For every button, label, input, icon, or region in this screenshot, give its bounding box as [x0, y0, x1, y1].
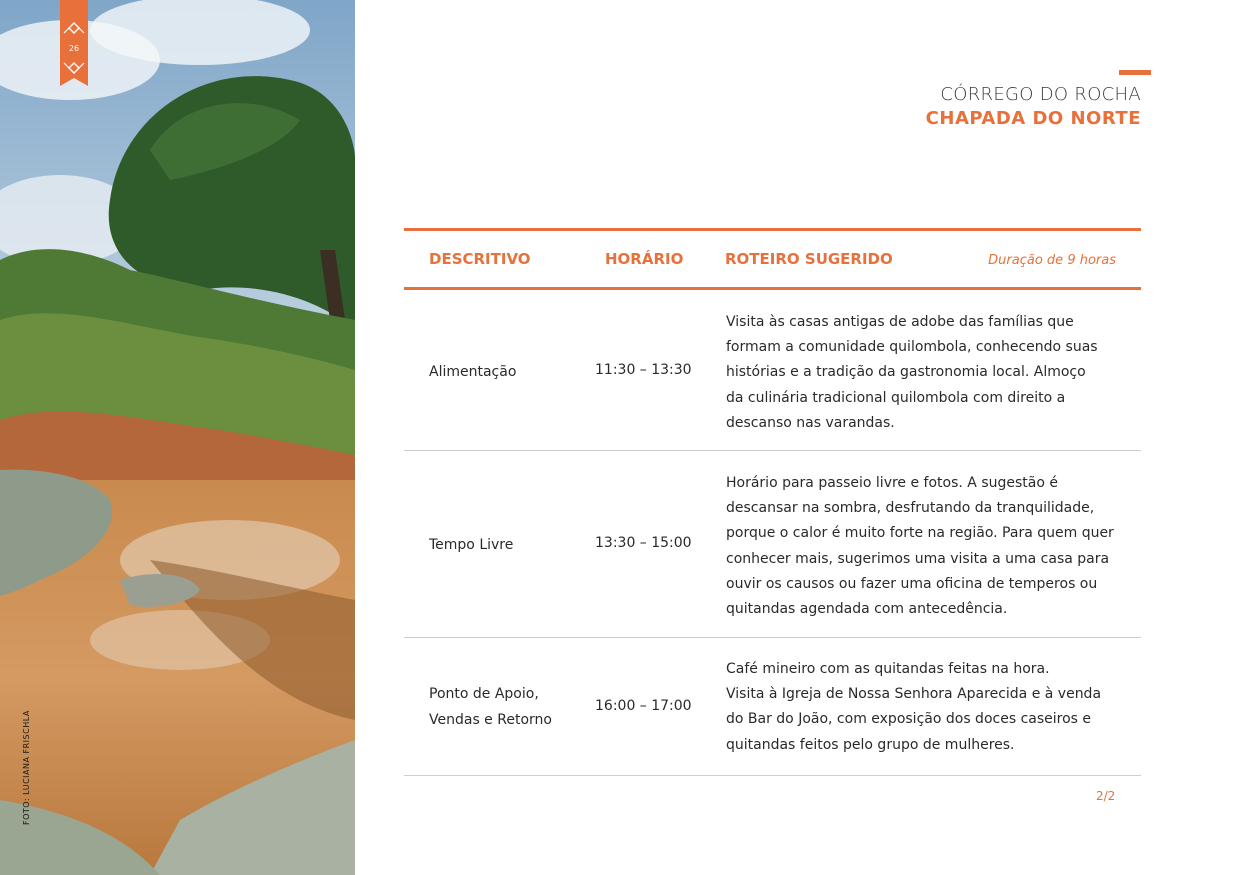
- table-row: [404, 638, 1141, 776]
- roteiro-line: Visita às casas antigas de adobe das famílias que: [726, 314, 1074, 330]
- descritivo-line: Ponto de Apoio,: [429, 686, 539, 702]
- page-number: 26: [68, 44, 80, 53]
- row-descritivo: [429, 359, 516, 385]
- descritivo-line: Alimentação: [429, 364, 517, 380]
- bookmark-ribbon: [60, 0, 88, 86]
- roteiro-line: quitandas feitos pelo grupo de mulheres.: [726, 736, 1015, 753]
- roteiro-line: do Bar do João, com exposição dos doces caseiros e: [726, 711, 1092, 728]
- descritivo-line: Tempo Livre: [429, 537, 514, 553]
- roteiro-line: da culinária tradicional quilombola com direito a: [726, 389, 1066, 406]
- row-horario: 13:30 – 15:00: [595, 535, 692, 551]
- column-header-horario: HORÁRIO: [605, 250, 684, 268]
- page-count: 2/2: [1096, 789, 1116, 803]
- roteiro-line: descansar na sombra, desfrutando da tranquilidade,: [726, 500, 1095, 517]
- itinerary-table: [404, 228, 1141, 776]
- row-roteiro: [726, 471, 1116, 622]
- row-horario: 11:30 – 13:30: [595, 362, 692, 378]
- row-roteiro: [726, 657, 1116, 758]
- table-row: [404, 290, 1141, 451]
- roteiro-line: porque o calor é muito forte na região. Para quem quer: [726, 525, 1114, 542]
- location-title: CÓRREGO DO ROCHA: [940, 84, 1141, 105]
- roteiro-line: quitandas agendada com antecedência.: [726, 601, 1008, 618]
- roteiro-line: ouvir os causos ou fazer uma oficina de temperos ou: [726, 575, 1098, 592]
- roteiro-line: descanso nas varandas.: [726, 414, 895, 431]
- row-horario: 16:00 – 17:00: [595, 698, 692, 714]
- table-row: [404, 451, 1141, 638]
- header-accent-rule: [1119, 70, 1151, 75]
- roteiro-line: Horário para passeio livre e fotos. A sugestão é: [726, 475, 1058, 491]
- roteiro-line: Café mineiro com as quitandas feitas na hora.: [726, 661, 1050, 677]
- table-header: [404, 228, 1141, 290]
- roteiro-line: histórias e a tradição da gastronomia local. Almoço: [726, 364, 1086, 381]
- column-header-descritivo: DESCRITIVO: [429, 250, 531, 268]
- roteiro-line: Visita à Igreja de Nossa Senhora Aparecida e à venda: [726, 686, 1102, 703]
- column-header-roteiro: ROTEIRO SUGERIDO: [725, 250, 893, 268]
- row-descritivo: [429, 532, 513, 558]
- duration-label: Duração de 9 horas: [988, 253, 1116, 268]
- row-roteiro: [726, 310, 1116, 436]
- roteiro-line: formam a comunidade quilombola, conhecendo suas: [726, 339, 1098, 356]
- photo-credit: FOTO: LUCIANA FRISCHLA: [22, 710, 31, 825]
- row-descritivo: [429, 681, 552, 733]
- descritivo-line: Vendas e Retorno: [429, 712, 552, 728]
- city-title: CHAPADA DO NORTE: [925, 108, 1141, 129]
- landscape-photo: [0, 0, 355, 875]
- roteiro-line: conhecer mais, sugerimos uma visita a uma casa para: [726, 550, 1110, 567]
